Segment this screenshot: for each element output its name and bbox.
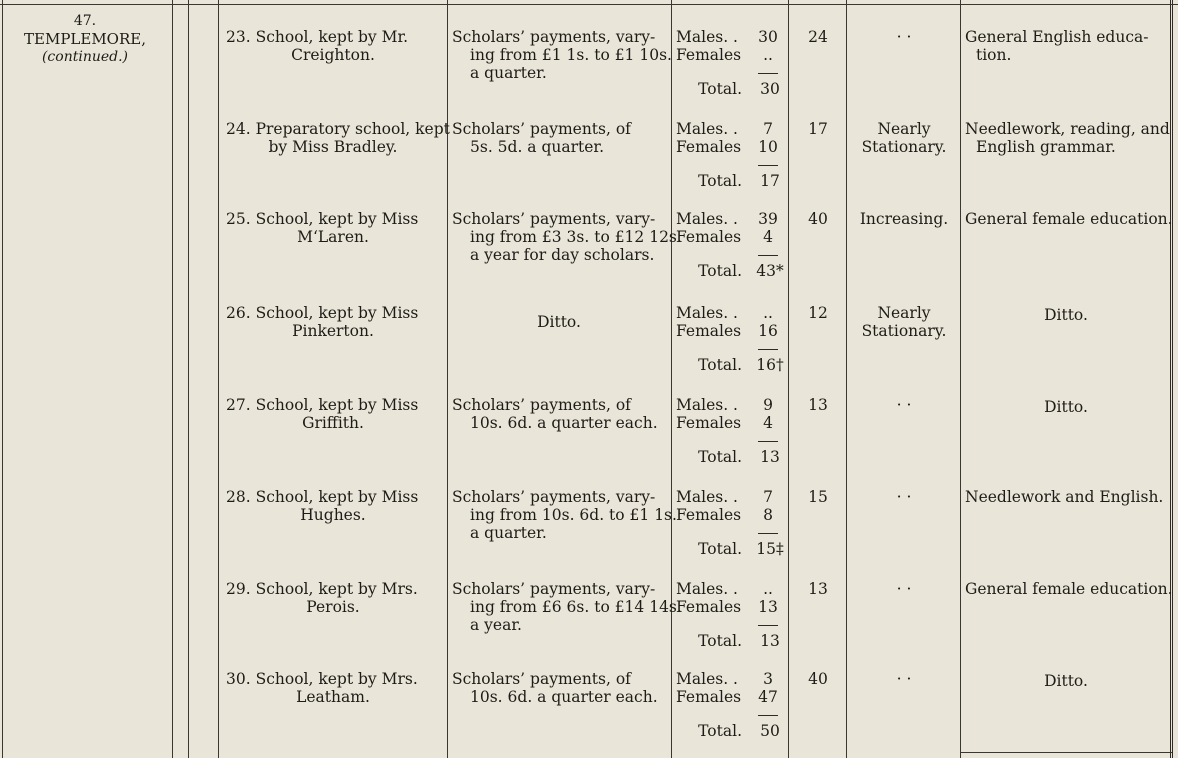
support-line: Scholars’ payments, vary- [452, 488, 656, 506]
total-count: 13 [760, 448, 780, 467]
females-count: .. [763, 46, 773, 64]
top-rule [0, 4, 1178, 5]
column-rule [1170, 0, 1173, 758]
males-label: Males. . [676, 488, 738, 506]
females-count: 47 [758, 688, 778, 706]
school-name-line: 26. School, kept by Miss [226, 304, 419, 322]
support-line: ing from £3 3s. to £12 12s. [470, 228, 682, 246]
females-label: Females [676, 688, 742, 706]
school-name-line: M‘Laren. [297, 228, 369, 246]
school-name-line: Pinkerton. [292, 322, 374, 340]
females-label: Females [676, 598, 742, 616]
support-line: 5s. 5d. a quarter. [470, 138, 605, 156]
average-attendance: 40 [808, 670, 828, 688]
males-count: .. [763, 304, 773, 322]
females-label: Females [676, 228, 742, 246]
school-name-line: by Miss Bradley. [268, 138, 398, 156]
support-line: ing from £6 6s. to £14 14s. [470, 598, 682, 616]
females-count: 8 [763, 506, 773, 524]
attendance-trend: Stationary. [861, 138, 947, 156]
males-count: 7 [763, 120, 773, 138]
males-label: Males. . [676, 304, 738, 322]
support-line: Scholars’ payments, vary- [452, 210, 656, 228]
attendance-trend: Nearly [877, 304, 931, 322]
column-rule [218, 0, 219, 758]
support-line: a quarter. [470, 524, 547, 542]
instruction-line: General female education. [965, 210, 1173, 228]
total-count: 30 [760, 80, 780, 99]
attendance-trend: · · [896, 580, 912, 598]
instruction-line: Needlework, reading, and [965, 120, 1170, 138]
total-label: Total. [698, 80, 742, 99]
support-line: a quarter. [470, 64, 547, 82]
column-rule [447, 0, 448, 758]
attendance-trend: · · [896, 28, 912, 46]
sum-rule [758, 625, 778, 626]
support-line: 10s. 6d. a quarter each. [470, 688, 658, 706]
sum-rule [758, 165, 778, 166]
instruction-line: Ditto. [1044, 398, 1088, 416]
instruction-line: Ditto. [1044, 672, 1088, 690]
males-count: 39 [758, 210, 778, 228]
total-label: Total. [698, 632, 742, 651]
males-label: Males. . [676, 396, 738, 414]
column-rule [846, 0, 847, 758]
sum-rule [758, 255, 778, 256]
total-label: Total. [698, 262, 742, 281]
females-count: 10 [758, 138, 778, 156]
column-rule [2, 0, 3, 758]
sum-rule [758, 349, 778, 350]
instruction-line: Ditto. [1044, 306, 1088, 324]
school-name-line: 23. School, kept by Mr. [226, 28, 409, 46]
instruction-line: Needlework and English. [965, 488, 1164, 506]
page-number: 47. [73, 13, 97, 29]
total-count: 50 [760, 722, 780, 741]
females-count: 16 [758, 322, 778, 340]
school-name-line: 24. Preparatory school, kept [226, 120, 450, 138]
bottom-rule [960, 752, 1172, 753]
average-attendance: 13 [808, 396, 828, 414]
females-label: Females [676, 506, 742, 524]
support-line: Ditto. [537, 313, 581, 331]
support-line: Scholars’ payments, vary- [452, 28, 656, 46]
column-rule [671, 0, 672, 758]
females-label: Females [676, 322, 742, 340]
females-label: Females [676, 414, 742, 432]
attendance-trend: Stationary. [861, 322, 947, 340]
school-name-line: Creighton. [291, 46, 375, 64]
males-label: Males. . [676, 670, 738, 688]
total-label: Total. [698, 722, 742, 741]
attendance-trend: · · [896, 488, 912, 506]
instruction-line: General female education. [965, 580, 1173, 598]
school-name-line: Leatham. [296, 688, 370, 706]
males-count: 9 [763, 396, 773, 414]
school-name-line: 30. School, kept by Mrs. [226, 670, 418, 688]
instruction-line: English grammar. [976, 138, 1116, 156]
sum-rule [758, 73, 778, 74]
sum-rule [758, 715, 778, 716]
support-line: a year for day scholars. [470, 246, 655, 264]
column-rule [188, 0, 189, 758]
females-count: 4 [763, 414, 773, 432]
school-name-line: 27. School, kept by Miss [226, 396, 419, 414]
average-attendance: 12 [808, 304, 828, 322]
males-count: 7 [763, 488, 773, 506]
males-label: Males. . [676, 120, 738, 138]
support-line: 10s. 6d. a quarter each. [470, 414, 658, 432]
school-name-line: 29. School, kept by Mrs. [226, 580, 418, 598]
instruction-line: General English educa- [965, 28, 1149, 46]
females-count: 4 [763, 228, 773, 246]
support-line: ing from 10s. 6d. to £1 1s. [470, 506, 677, 524]
attendance-trend: · · [896, 670, 912, 688]
parish-note: (continued.) [41, 49, 129, 65]
average-attendance: 15 [808, 488, 828, 506]
average-attendance: 13 [808, 580, 828, 598]
support-line: ing from £1 1s. to £1 10s. [470, 46, 672, 64]
school-name-line: Hughes. [300, 506, 366, 524]
males-label: Males. . [676, 580, 738, 598]
females-count: 13 [758, 598, 778, 616]
total-label: Total. [698, 448, 742, 467]
school-name-line: Griffith. [302, 414, 364, 432]
school-name-line: 28. School, kept by Miss [226, 488, 419, 506]
total-count: 16† [756, 356, 784, 375]
column-rule [172, 0, 173, 758]
males-count: .. [763, 580, 773, 598]
school-name-line: Perois. [306, 598, 360, 616]
males-label: Males. . [676, 28, 738, 46]
total-label: Total. [698, 172, 742, 191]
males-count: 30 [758, 28, 778, 46]
average-attendance: 24 [808, 28, 828, 46]
parish-name: TEMPLEMORE, [24, 30, 146, 48]
total-label: Total. [698, 540, 742, 559]
total-label: Total. [698, 356, 742, 375]
support-line: Scholars’ payments, of [452, 670, 631, 688]
males-label: Males. . [676, 210, 738, 228]
average-attendance: 40 [808, 210, 828, 228]
school-name-line: 25. School, kept by Miss [226, 210, 419, 228]
total-count: 17 [760, 172, 780, 191]
attendance-trend: Increasing. [859, 210, 949, 228]
males-count: 3 [763, 670, 773, 688]
attendance-trend: Nearly [877, 120, 931, 138]
support-line: Scholars’ payments, vary- [452, 580, 656, 598]
average-attendance: 17 [808, 120, 828, 138]
support-line: Scholars’ payments, of [452, 120, 631, 138]
total-count: 43* [756, 262, 784, 281]
column-rule [960, 0, 961, 758]
sum-rule [758, 441, 778, 442]
sum-rule [758, 533, 778, 534]
support-line: Scholars’ payments, of [452, 396, 631, 414]
females-label: Females [676, 46, 742, 64]
instruction-line: tion. [976, 46, 1012, 64]
females-label: Females [676, 138, 742, 156]
attendance-trend: · · [896, 396, 912, 414]
total-count: 15‡ [756, 540, 784, 559]
support-line: a year. [470, 616, 522, 634]
total-count: 13 [760, 632, 780, 651]
